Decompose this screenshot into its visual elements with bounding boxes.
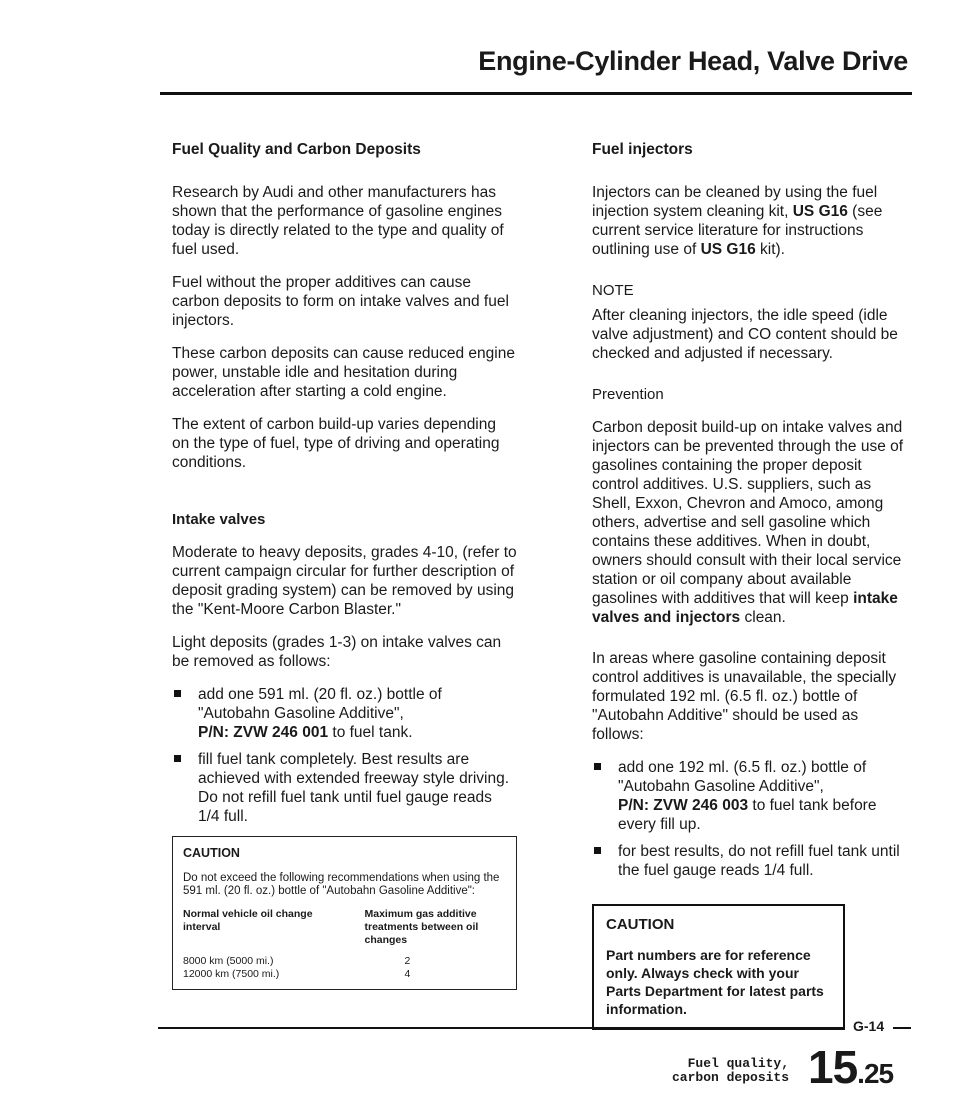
- note-title: NOTE: [592, 282, 634, 299]
- prevention-tail: clean.: [740, 609, 786, 626]
- footer-rule: [158, 1027, 843, 1029]
- prevention-text: Carbon deposit build-up on intake valves and injectors can be prevented through the use of gasolines containing the proper deposit control additives. U.S. suppliers, such as Shell, Exxon, Chevron and Amoco, among others, advertise and sell gasoline which contains these additives. When in doubt, owners should consult with their local service station or oil company about available gasolines with additives that will keep: [592, 419, 904, 607]
- right-paragraph-3: In areas where gasoline containing deposit control additives is unavailable, the specially formulated 192 ml. (6.5 fl. oz.) bottle of "Autobahn Additive" should be used as follows:: [592, 650, 897, 743]
- section-main: 15: [808, 1041, 858, 1093]
- caption-line-2: carbon deposits: [672, 1070, 790, 1085]
- fuel-injectors-heading: Fuel injectors: [592, 141, 693, 158]
- page-header-title: Engine-Cylinder Head, Valve Drive: [478, 46, 908, 76]
- left-paragraph-4: The extent of carbon build-up varies depending on the type of fuel, type of driving and operating conditions.: [172, 416, 500, 471]
- list-item: [172, 685, 517, 742]
- left-paragraph-2: Fuel without the proper additives can cause carbon deposits to form on intake valves and fuel injectors.: [172, 274, 509, 329]
- tool-code: US G16: [792, 203, 848, 220]
- bullet-tail: to fuel tank.: [328, 724, 413, 741]
- table-header-treatments: Maximum gas additive treatments between oil changes: [364, 908, 479, 946]
- prevention-bullet-list: [592, 758, 910, 880]
- page-code: G-14: [853, 1018, 885, 1034]
- bullet-text: add one 192 ml. (6.5 fl. oz.) bottle of "Autobahn Gasoline Additive",: [618, 759, 867, 795]
- left-paragraph-3: These carbon deposits can cause reduced engine power, unstable idle and hesitation during acceleration after starting a cold engine.: [172, 345, 515, 400]
- note-text: After cleaning injectors, the idle speed (idle valve adjustment) and CO content should be checked and adjusted if necessary.: [592, 307, 898, 362]
- caution-box-right: [592, 904, 845, 1030]
- intake-bullet-list: [172, 685, 517, 826]
- intake-paragraph-2: Light deposits (grades 1-3) on intake valves can be removed as follows:: [172, 634, 502, 670]
- caution-title: CAUTION: [183, 846, 240, 860]
- part-number: P/N: ZVW 246 003: [618, 797, 749, 814]
- section-caption: [672, 1057, 789, 1085]
- bullet-text: add one 591 ml. (20 fl. oz.) bottle of "Autobahn Gasoline Additive",: [198, 686, 442, 722]
- bullet-tail: to fuel tank before every fill up.: [618, 797, 877, 833]
- injectors-paragraph: [592, 183, 910, 259]
- injectors-text-c: kit).: [755, 241, 785, 258]
- injectors-text-b: (see current service literature for instructions outlining use of: [592, 203, 883, 258]
- part-number: P/N: ZVW 246 001: [198, 724, 329, 741]
- caption-line-1: Fuel quality,: [687, 1056, 790, 1071]
- table-cell: 12000 km (7500 mi.): [183, 968, 280, 980]
- injectors-text-a: Injectors can be cleaned by using the fuel injection system cleaning kit,: [592, 184, 878, 220]
- prevention-paragraph: [592, 418, 910, 627]
- section-number: [808, 1040, 893, 1094]
- intake-valves-heading: Intake valves: [172, 511, 266, 528]
- caution-table: [183, 908, 506, 981]
- intake-paragraph-1: Moderate to heavy deposits, grades 4-10, (refer to current campaign circular for further description of deposit grading system) can be removed by using the "Kent-Moore Carbon Blaster.": [172, 544, 517, 618]
- header-rule: [160, 92, 912, 95]
- list-item: fill fuel tank completely. Best results are achieved with extended freeway style driving. Do not refill fuel tank until fuel gauge reads 1/4 full.: [172, 750, 517, 826]
- table-cell: 4: [404, 968, 411, 980]
- fuel-quality-heading: Fuel Quality and Carbon Deposits: [172, 141, 421, 158]
- left-paragraph-1: Research by Audi and other manufacturers has shown that the performance of gasoline engines today is directly related to the type and quality of fuel used.: [172, 184, 504, 258]
- caution-text: Do not exceed the following recommendations when using the 591 ml. (20 fl. oz.) bottle of "Autobahn Gasoline Additive":: [183, 872, 500, 897]
- tool-code: US G16: [700, 241, 756, 258]
- caution-title: CAUTION: [606, 916, 675, 933]
- table-cell: 2: [404, 955, 411, 967]
- right-column: [592, 140, 910, 1030]
- table-cell: 8000 km (5000 mi.): [183, 955, 274, 967]
- caution-text: Part numbers are for reference only. Always check with your Parts Department for latest parts information.: [606, 947, 824, 1017]
- table-header-interval: Normal vehicle oil change interval: [183, 908, 313, 933]
- prevention-heading: Prevention: [592, 386, 664, 403]
- caution-box-left: [172, 836, 517, 990]
- list-item: [592, 758, 910, 834]
- prevention-bold: intake valves and injectors: [592, 590, 898, 626]
- list-item: for best results, do not refill fuel tank until the fuel gauge reads 1/4 full.: [592, 842, 910, 880]
- section-sub: .25: [857, 1058, 894, 1089]
- left-column: [172, 140, 517, 990]
- footer-rule-right: [893, 1027, 911, 1029]
